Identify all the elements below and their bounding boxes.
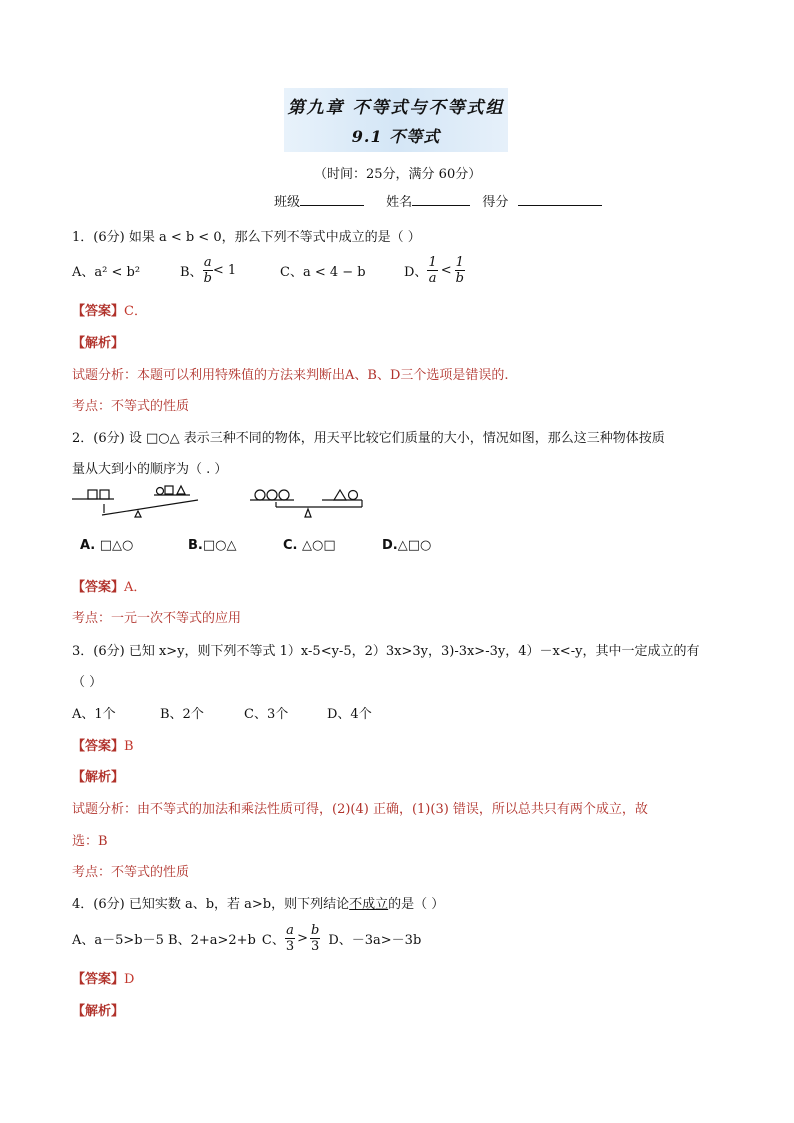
balance-scale-1 <box>72 486 198 517</box>
q1-analysis: 试题分析：本题可以利用特殊值的方法来判断出A、B、D三个选项是错误的. <box>72 368 509 383</box>
q2-point: 考点：一元一次不等式的应用 <box>72 611 242 626</box>
q3-option-b: B、2个 <box>160 707 204 722</box>
name-blank <box>412 193 470 206</box>
q1-option-b: B、 $\frac{a}{b}$ < 1 <box>180 254 237 286</box>
class-label: 班级 <box>274 195 301 210</box>
q4-option-c-fraction-1: $\frac{a}{3}$ <box>285 922 295 954</box>
class-blank <box>300 193 364 206</box>
q4-option-d: D、－3a>－3b <box>328 932 422 948</box>
q1-option-c: C、a < 4 − b <box>280 264 366 280</box>
q4-option-a-b: A、a－5>b－5 B、2+a>2+b <box>72 932 256 948</box>
q1-option-b-fraction: $\frac{a}{b}$ <box>203 254 212 286</box>
q4-option-c: C、 $\frac{a}{3}$ > $\frac{b}{3}$ <box>261 922 320 954</box>
section-title: 9.1 不等式 <box>351 127 441 146</box>
q2-option-d: D.△□○ <box>382 538 432 553</box>
q4-options <box>72 920 421 956</box>
q2-option-c: C. △○□ <box>283 538 336 553</box>
q4-stem: 4．(6分) 已知实数 a、b，若 a>b，则下列结论不成立的是（ ） <box>72 897 445 912</box>
q3-answer: 【答案】B <box>72 739 134 754</box>
name-label: 姓名 <box>386 195 413 210</box>
score-blank <box>518 193 602 206</box>
q2-stem-line2: 量从大到小的顺序为（ . ） <box>72 462 228 477</box>
q3-analysis-label: 【解析】 <box>72 770 125 785</box>
chapter-title: 第九章 不等式与不等式组 <box>287 98 505 118</box>
q4-analysis-label: 【解析】 <box>72 1004 125 1019</box>
q3-analysis-line1: 试题分析：由不等式的加法和乘法性质可得，(2)(4) 正确，(1)(3) 错误，所以总共只有两个成立，故 <box>72 802 648 817</box>
q1-options <box>72 252 465 288</box>
q3-option-d: D、4个 <box>327 707 372 722</box>
q4-option-c-fraction-2: $\frac{b}{3}$ <box>311 922 320 954</box>
q1-point: 考点：不等式的性质 <box>72 399 190 414</box>
q3-analysis-line2: 选：B <box>72 834 108 849</box>
balance-scale-2 <box>250 490 362 517</box>
q3-stem-line2: （ ） <box>72 675 103 690</box>
q1-option-d-fraction-2: $\frac{1}{b}$ <box>455 254 464 286</box>
q1-analysis-label: 【解析】 <box>72 336 125 351</box>
q3-option-a: A、1个 <box>72 707 116 722</box>
q3-stem-line1: 3．(6分) 已知 x>y，则下列不等式 1）x-5<y-5，2）3x>3y，3)-3x>-3y，4）－x<-y，其中一定成立的有 <box>72 644 700 659</box>
student-info-line <box>274 191 602 210</box>
balance-diagram <box>72 482 392 524</box>
score-label: 得分 <box>482 195 509 210</box>
q4-answer: 【答案】D <box>72 972 135 987</box>
q4-stem-emphasis: 不成立 <box>349 897 389 912</box>
chapter-title-banner <box>284 88 508 152</box>
q1-option-a: A、a² < b² <box>72 264 141 280</box>
q3-option-c: C、3个 <box>244 707 289 722</box>
q2-stem-line1: 2．(6分) 设 □○△ 表示三种不同的物体，用天平比较它们质量的大小，情况如图，那么这三种物体按质 <box>72 431 665 446</box>
q2-option-a: A. □△○ <box>80 538 134 553</box>
q2-option-b: B.□○△ <box>188 538 237 553</box>
q1-option-d-fraction-1: $\frac{1}{a}$ <box>428 254 437 286</box>
q1-stem: 1．(6分) 如果 a < b < 0，那么下列不等式中成立的是（ ） <box>72 230 421 245</box>
q1-answer: 【答案】C． <box>72 304 147 319</box>
q1-option-d: D、 $\frac{1}{a}$ < $\frac{1}{b}$ <box>404 254 464 286</box>
q3-point: 考点：不等式的性质 <box>72 865 190 880</box>
q2-answer: 【答案】A． <box>72 580 147 595</box>
time-info: （时间：25分，满分 60分） <box>314 167 482 182</box>
